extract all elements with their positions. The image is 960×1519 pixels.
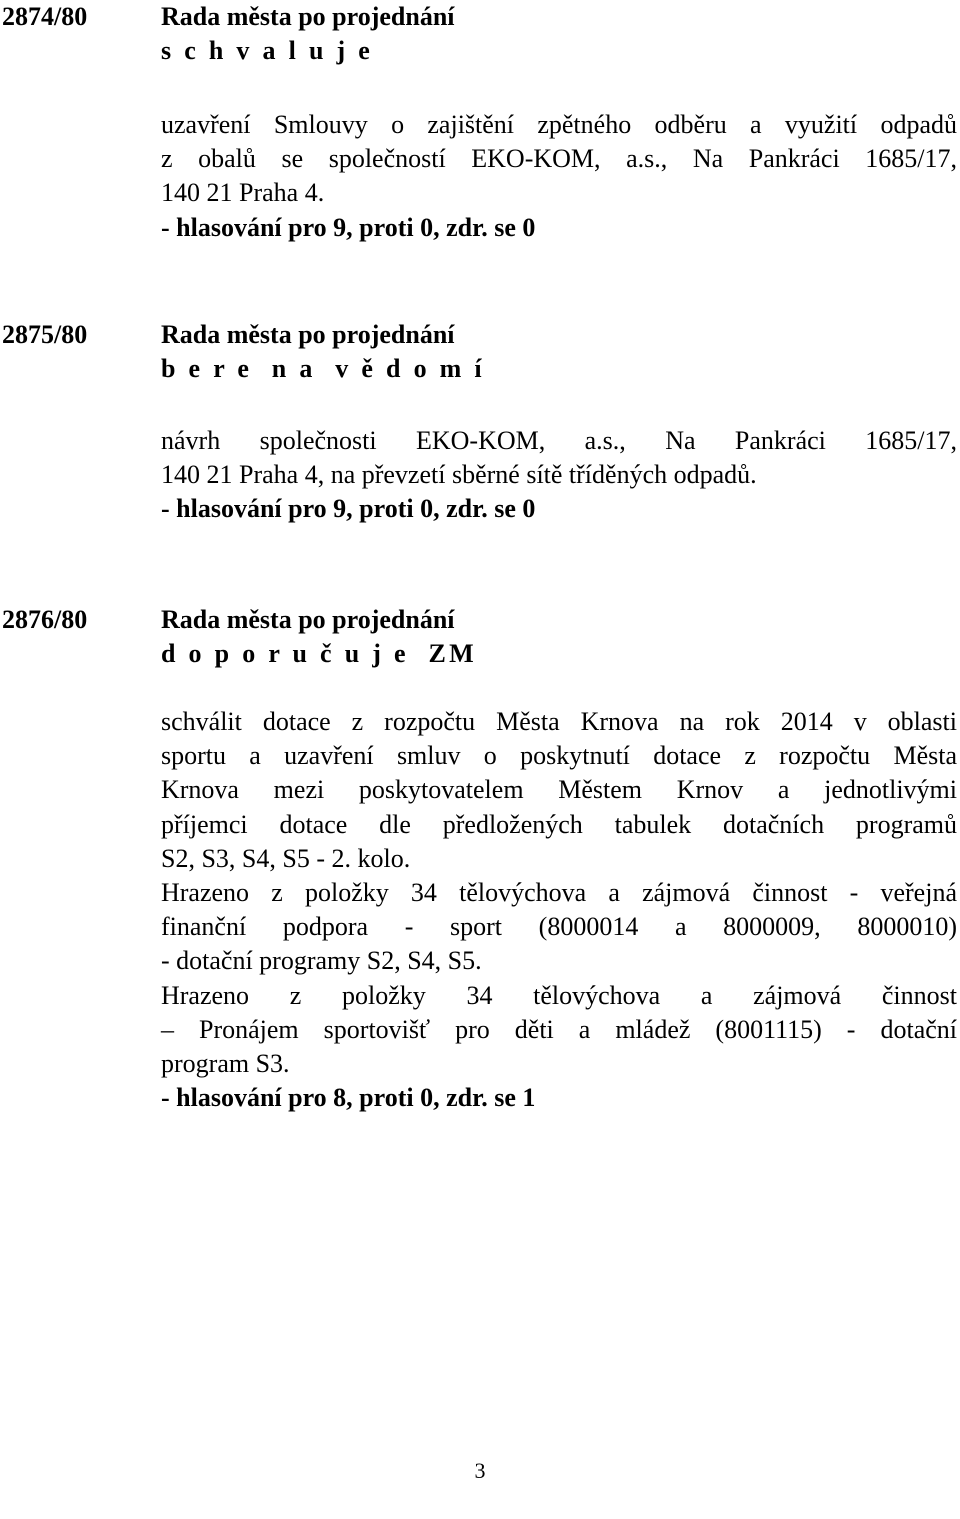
resolution-header: Rada města po projednání xyxy=(161,320,455,349)
resolution-header: Rada města po projednání xyxy=(161,2,455,31)
body-line: finanční podpora - sport (8000014 a 8000009, 8000010) xyxy=(161,912,957,942)
resolution-2874 xyxy=(0,0,960,250)
resolution-number: 2876/80 xyxy=(2,605,88,634)
body-line: - dotační programy S2, S4, S5. xyxy=(161,946,482,976)
body-line: schválit dotace z rozpočtu Města Krnova na rok 2014 v oblasti xyxy=(161,707,957,736)
resolution-action: b e r e n a v ě d o m í xyxy=(161,354,485,383)
vote-result: - hlasování pro 9, proti 0, zdr. se 0 xyxy=(161,212,536,242)
resolution-2875 xyxy=(0,318,960,538)
resolution-action: d o p o r u č u j e ZM xyxy=(161,639,477,668)
body-line: Hrazeno z položky 34 tělovýchova a zájmová činnost - veřejná xyxy=(161,878,957,908)
page-number: 3 xyxy=(474,1458,486,1483)
body-line: – Pronájem sportovišť pro děti a mládež (8001115) - dotační xyxy=(161,1014,957,1044)
resolution-2876 xyxy=(0,603,960,1143)
body-line: uzavření Smlouvy o zajištění zpětného odběru a využití odpadů xyxy=(161,110,957,139)
vote-result: - hlasování pro 9, proti 0, zdr. se 0 xyxy=(161,494,536,524)
body-line: 140 21 Praha 4. xyxy=(161,178,325,208)
body-line: sportu a uzavření smluv o poskytnutí dotace z rozpočtu Města xyxy=(161,741,957,771)
vote-result: - hlasování pro 8, proti 0, zdr. se 1 xyxy=(161,1083,536,1113)
body-line: program S3. xyxy=(161,1049,290,1079)
body-line: S2, S3, S4, S5 - 2. kolo. xyxy=(161,843,411,873)
body-line: příjemci dotace dle předložených tabulek dotačních programů xyxy=(161,809,957,839)
body-line: Krnova mezi poskytovatelem Městem Krnov a jednotlivými xyxy=(161,775,957,805)
body-line: z obalů se společností EKO-KOM, a.s., Na Pankráci 1685/17, xyxy=(161,144,957,174)
resolution-number: 2874/80 xyxy=(2,2,88,31)
resolution-body xyxy=(161,108,957,245)
resolution-body xyxy=(161,705,957,1115)
resolution-body xyxy=(161,424,957,527)
body-line: 140 21 Praha 4, na převzetí sběrné sítě tříděných odpadů. xyxy=(161,460,757,490)
resolution-action: s c h v a l u j e xyxy=(161,36,374,65)
body-line: návrh společnosti EKO-KOM, a.s., Na Pankráci 1685/17, xyxy=(161,426,957,455)
resolution-header: Rada města po projednání xyxy=(161,605,455,634)
body-line: Hrazeno z položky 34 tělovýchova a zájmová činnost xyxy=(161,980,957,1010)
resolution-number: 2875/80 xyxy=(2,320,88,349)
